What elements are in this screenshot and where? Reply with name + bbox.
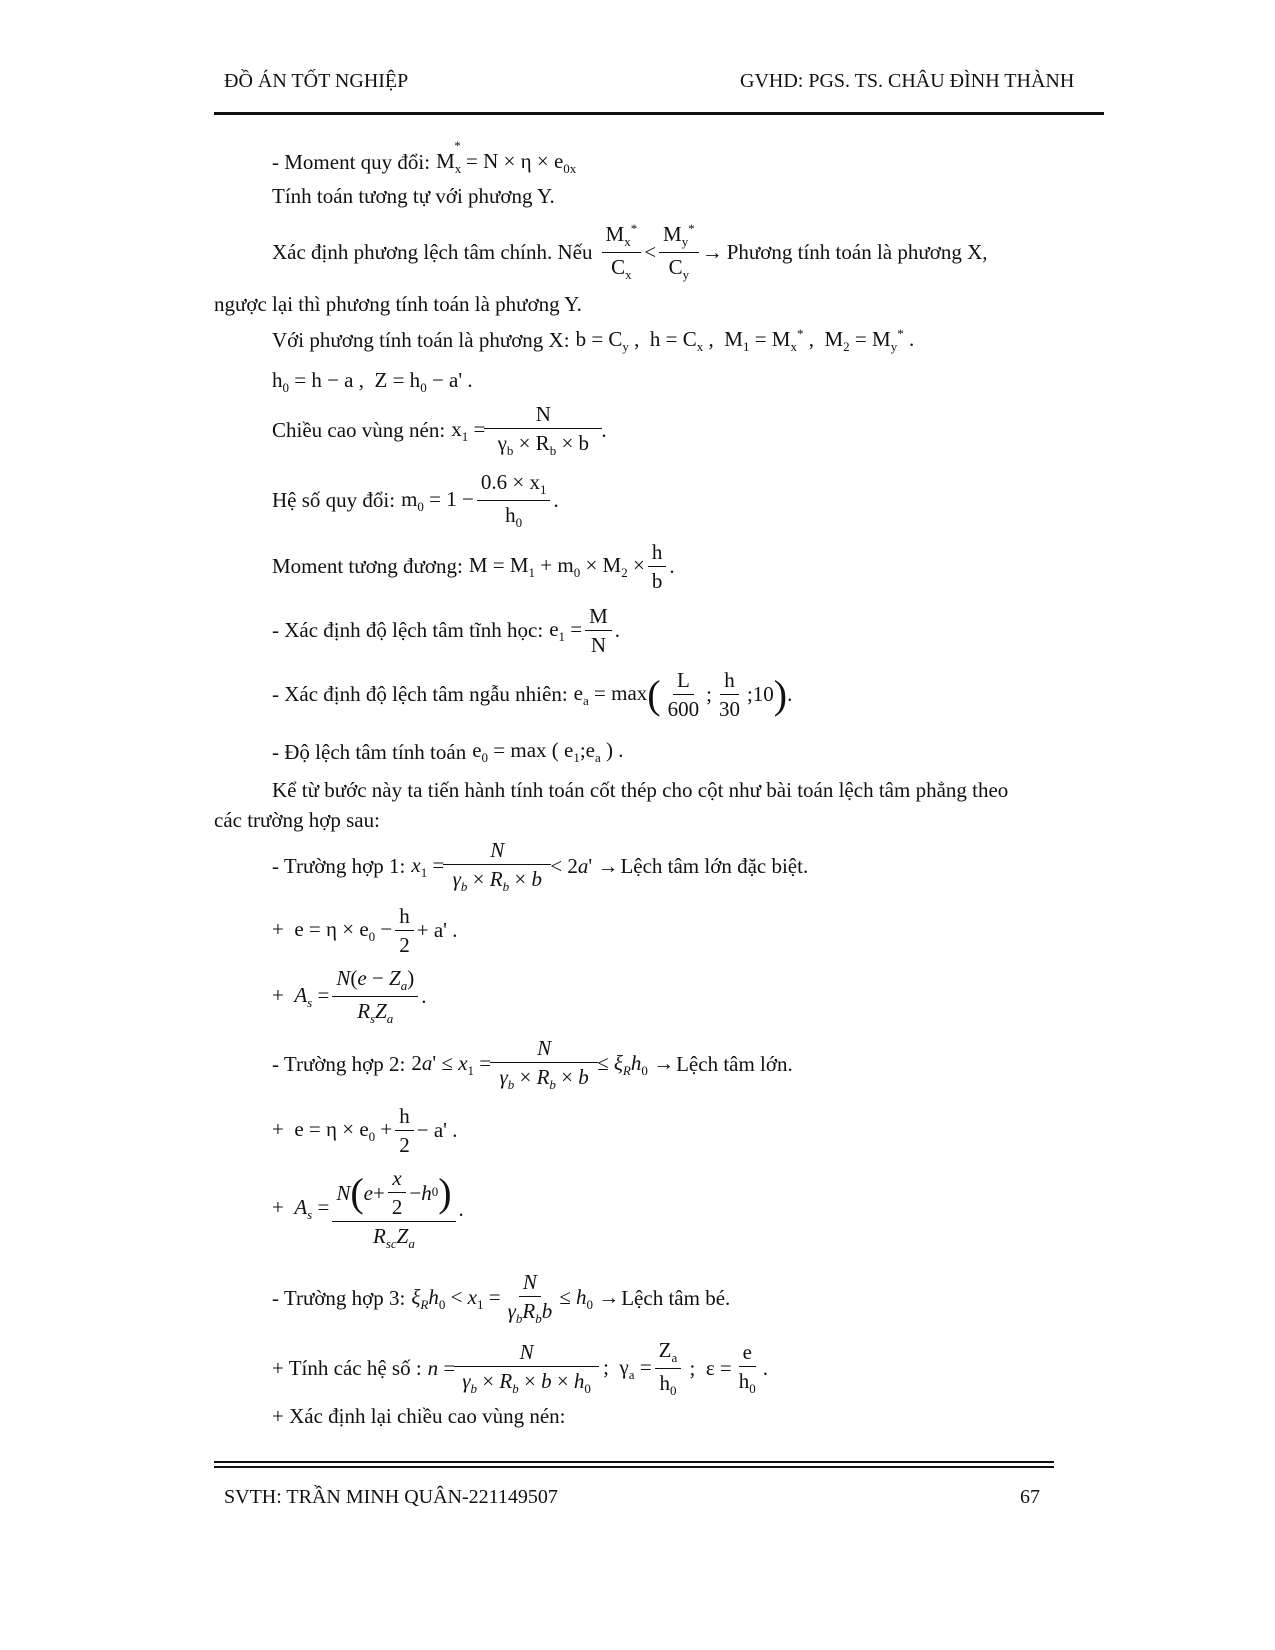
direction-line: Xác định phương lệch tâm chính. Nếu $\frac{M_x^*}{C_x}$ < $\frac{M_y^*}{C_y}$ → Phương tính toán là phương X, <box>272 221 988 283</box>
case1-line: - Trường hợp 1: $x_1$ = $\frac{N}{\gamma_b \times R_b \times b}$ < 2a' → Lệch tâm lớn đặc biệt. <box>272 838 809 895</box>
za-h0-fraction: $\frac{Z_a}{h_0}$ <box>655 1338 682 1399</box>
ea-line: - Xác định độ lệch tâm ngẫu nhiên: $e_a = \max$ ( $\frac{L}{600}$ ; $\frac{h}{30}$ ;10 ) . <box>272 668 793 722</box>
page-number: 67 <box>1020 1486 1040 1508</box>
equiv-moment-line: Moment tương đương: $M = M_1 + m_0 \times M_2$ × $\frac{h}{b}$ . <box>272 540 675 594</box>
l-600-fraction: $\frac{L}{600}$ <box>667 668 700 722</box>
direction-result: Phương tính toán là phương X, <box>726 240 988 265</box>
moment-formula: $M_x^* = N \times \eta \times e_{0x}$ <box>436 138 577 177</box>
mx-cx-fraction: $\frac{M_x^*}{C_x}$ <box>602 222 642 283</box>
n-fraction: $\frac{N}{\gamma_b \times R_b \times b \times h_0}$ <box>458 1340 595 1397</box>
h-b-fraction: $\frac{h}{b}$ <box>648 540 667 593</box>
case3-result: Lệch tâm bé. <box>621 1286 731 1311</box>
e-h0-fraction: $\frac{e}{h_0}$ <box>738 1339 756 1397</box>
m0-fraction: $\frac{0.6 \times x_1}{h_0}$ <box>477 470 551 531</box>
from-here-line-2: các trường hợp sau: <box>214 808 380 832</box>
header-rule <box>214 112 1104 115</box>
case2-fraction: $\frac{N}{\gamma_b \times R_b \times b}$ <box>494 1036 594 1093</box>
m-n-fraction: $\frac{M}{N}$ <box>585 604 612 657</box>
case2-h2-fraction: $\frac{h}{2}$ <box>395 1104 414 1157</box>
coefs-line: + Tính các hệ số : n = $\frac{N}{\gamma_b \times R_b \times b \times h_0}$ ; $\gamma_a$ = $\frac{Z_a}{h_0}$ ; ε = $\frac{e}{h_0}$ . <box>272 1338 769 1399</box>
e1-line: - Xác định độ lệch tâm tĩnh học: $e_1$ = $\frac{M}{N}$ . <box>272 604 621 658</box>
static-ecc-label: - Xác định độ lệch tâm tĩnh học: <box>272 618 544 643</box>
case2-result: Lệch tâm lớn. <box>676 1052 793 1077</box>
case3-fraction: $\frac{N}{\gamma_bR_bb}$ <box>507 1270 553 1327</box>
redetermine-line: + Xác định lại chiều cao vùng nén: <box>272 1404 566 1428</box>
case2-e-line: + $e = \eta \times e_0$ + $\frac{h}{2}$ − a' . <box>272 1104 458 1158</box>
case3-line: - Trường hợp 3: $\xi_Rh_0 < x_1$ = $\frac{N}{\gamma_bR_bb}$ ≤ $h_0$ → Lệch tâm bé. <box>272 1270 731 1327</box>
comp-height-label: Chiều cao vùng nén: <box>272 418 446 443</box>
my-cy-fraction: $\frac{M_y^*}{C_y}$ <box>659 222 699 283</box>
case1-as-fraction: $\frac{N(e - Z_a)}{R_sZ_a}$ <box>332 966 418 1027</box>
coef-label: Hệ số quy đổi: <box>272 488 396 513</box>
otherwise-line: ngược lại thì phương tính toán là phương Y. <box>214 292 582 316</box>
moment-line <box>272 138 577 177</box>
random-ecc-label: - Xác định độ lệch tâm ngẫu nhiên: <box>272 682 568 707</box>
direction-label: Xác định phương lệch tâm chính. Nếu <box>272 240 593 265</box>
case2-as-line: + $A_s$ = N ( e + $\frac{x}{2}$ − h 0 ) $R_{sc}Z_a$ . <box>272 1166 464 1252</box>
x1-fraction: $\frac{N}{\gamma_b \times R_b \times b}$ <box>488 402 598 459</box>
case2-as-fraction: N ( e + $\frac{x}{2}$ − h 0 ) $R_{sc}Z_a$ <box>332 1166 455 1252</box>
header-right: GVHD: PGS. TS. CHÂU ĐÌNH THÀNH <box>740 70 1075 92</box>
footer-left: SVTH: TRẦN MINH QUÂN-221149507 <box>224 1486 558 1508</box>
with-x-line <box>272 326 914 355</box>
case1-h2-fraction: $\frac{h}{2}$ <box>395 904 414 957</box>
x1-line: Chiều cao vùng nén: $x_1$ = $\frac{N}{\gamma_b \times R_b \times b}$ . <box>272 402 607 459</box>
from-here-line-1: Kể từ bước này ta tiến hành tính toán cốt thép cho cột như bài toán lệch tâm phẳng theo <box>272 778 1009 802</box>
case1-fraction: $\frac{N}{\gamma_b \times R_b \times b}$ <box>447 838 547 895</box>
case1-result: Lệch tâm lớn đặc biệt. <box>620 854 809 879</box>
case1-e-line: + $e = \eta \times e_0$ − $\frac{h}{2}$ + a' . <box>272 904 458 958</box>
x-2-fraction: $\frac{x}{2}$ <box>388 1166 407 1219</box>
with-x-formula: $b = C_y$ , $h = C_x$ , $M_1 = M_x^*$ , $M_2 = M_y^*$ . <box>575 326 915 355</box>
e0-formula: $e_0 = \max$ ( $e_1;e_a$ ) . <box>472 738 624 766</box>
with-x-label: Với phương tính toán là phương X: <box>272 328 570 353</box>
header-left: ĐỒ ÁN TỐT NGHIỆP <box>224 70 409 92</box>
footer-rule-top <box>214 1461 1054 1463</box>
case3-label: - Trường hợp 3: <box>272 1286 406 1311</box>
case1-as-line: + $A_s$ = $\frac{N(e - Z_a)}{R_sZ_a}$ . <box>272 966 427 1027</box>
e0-line <box>272 738 624 766</box>
h-30-fraction: $\frac{h}{30}$ <box>718 668 740 722</box>
case1-label: - Trường hợp 1: <box>272 854 406 879</box>
footer-rule-bottom <box>214 1466 1054 1468</box>
case2-line: - Trường hợp 2: $2a' \le x_1$ = $\frac{N}{\gamma_b \times R_b \times b}$ ≤ $\xi_Rh_0$ → Lệch tâm lớn. <box>272 1036 793 1093</box>
h0-formula: $h_0 = h - a$ , $Z = h_0 - a'$ . <box>272 368 473 396</box>
case2-label: - Trường hợp 2: <box>272 1052 406 1077</box>
moment-label: - Moment quy đổi: <box>272 150 431 175</box>
equiv-moment-label: Moment tương đương: <box>272 554 463 579</box>
m0-line: Hệ số quy đổi: $m_0 = 1$ − $\frac{0.6 \times x_1}{h_0}$ . <box>272 470 559 531</box>
calc-ecc-label: - Độ lệch tâm tính toán <box>272 739 467 764</box>
similar-y-line: Tính toán tương tự với phương Y. <box>272 184 555 208</box>
calc-coefs-label: + Tính các hệ số : <box>272 1356 422 1381</box>
h0-line <box>272 368 473 396</box>
